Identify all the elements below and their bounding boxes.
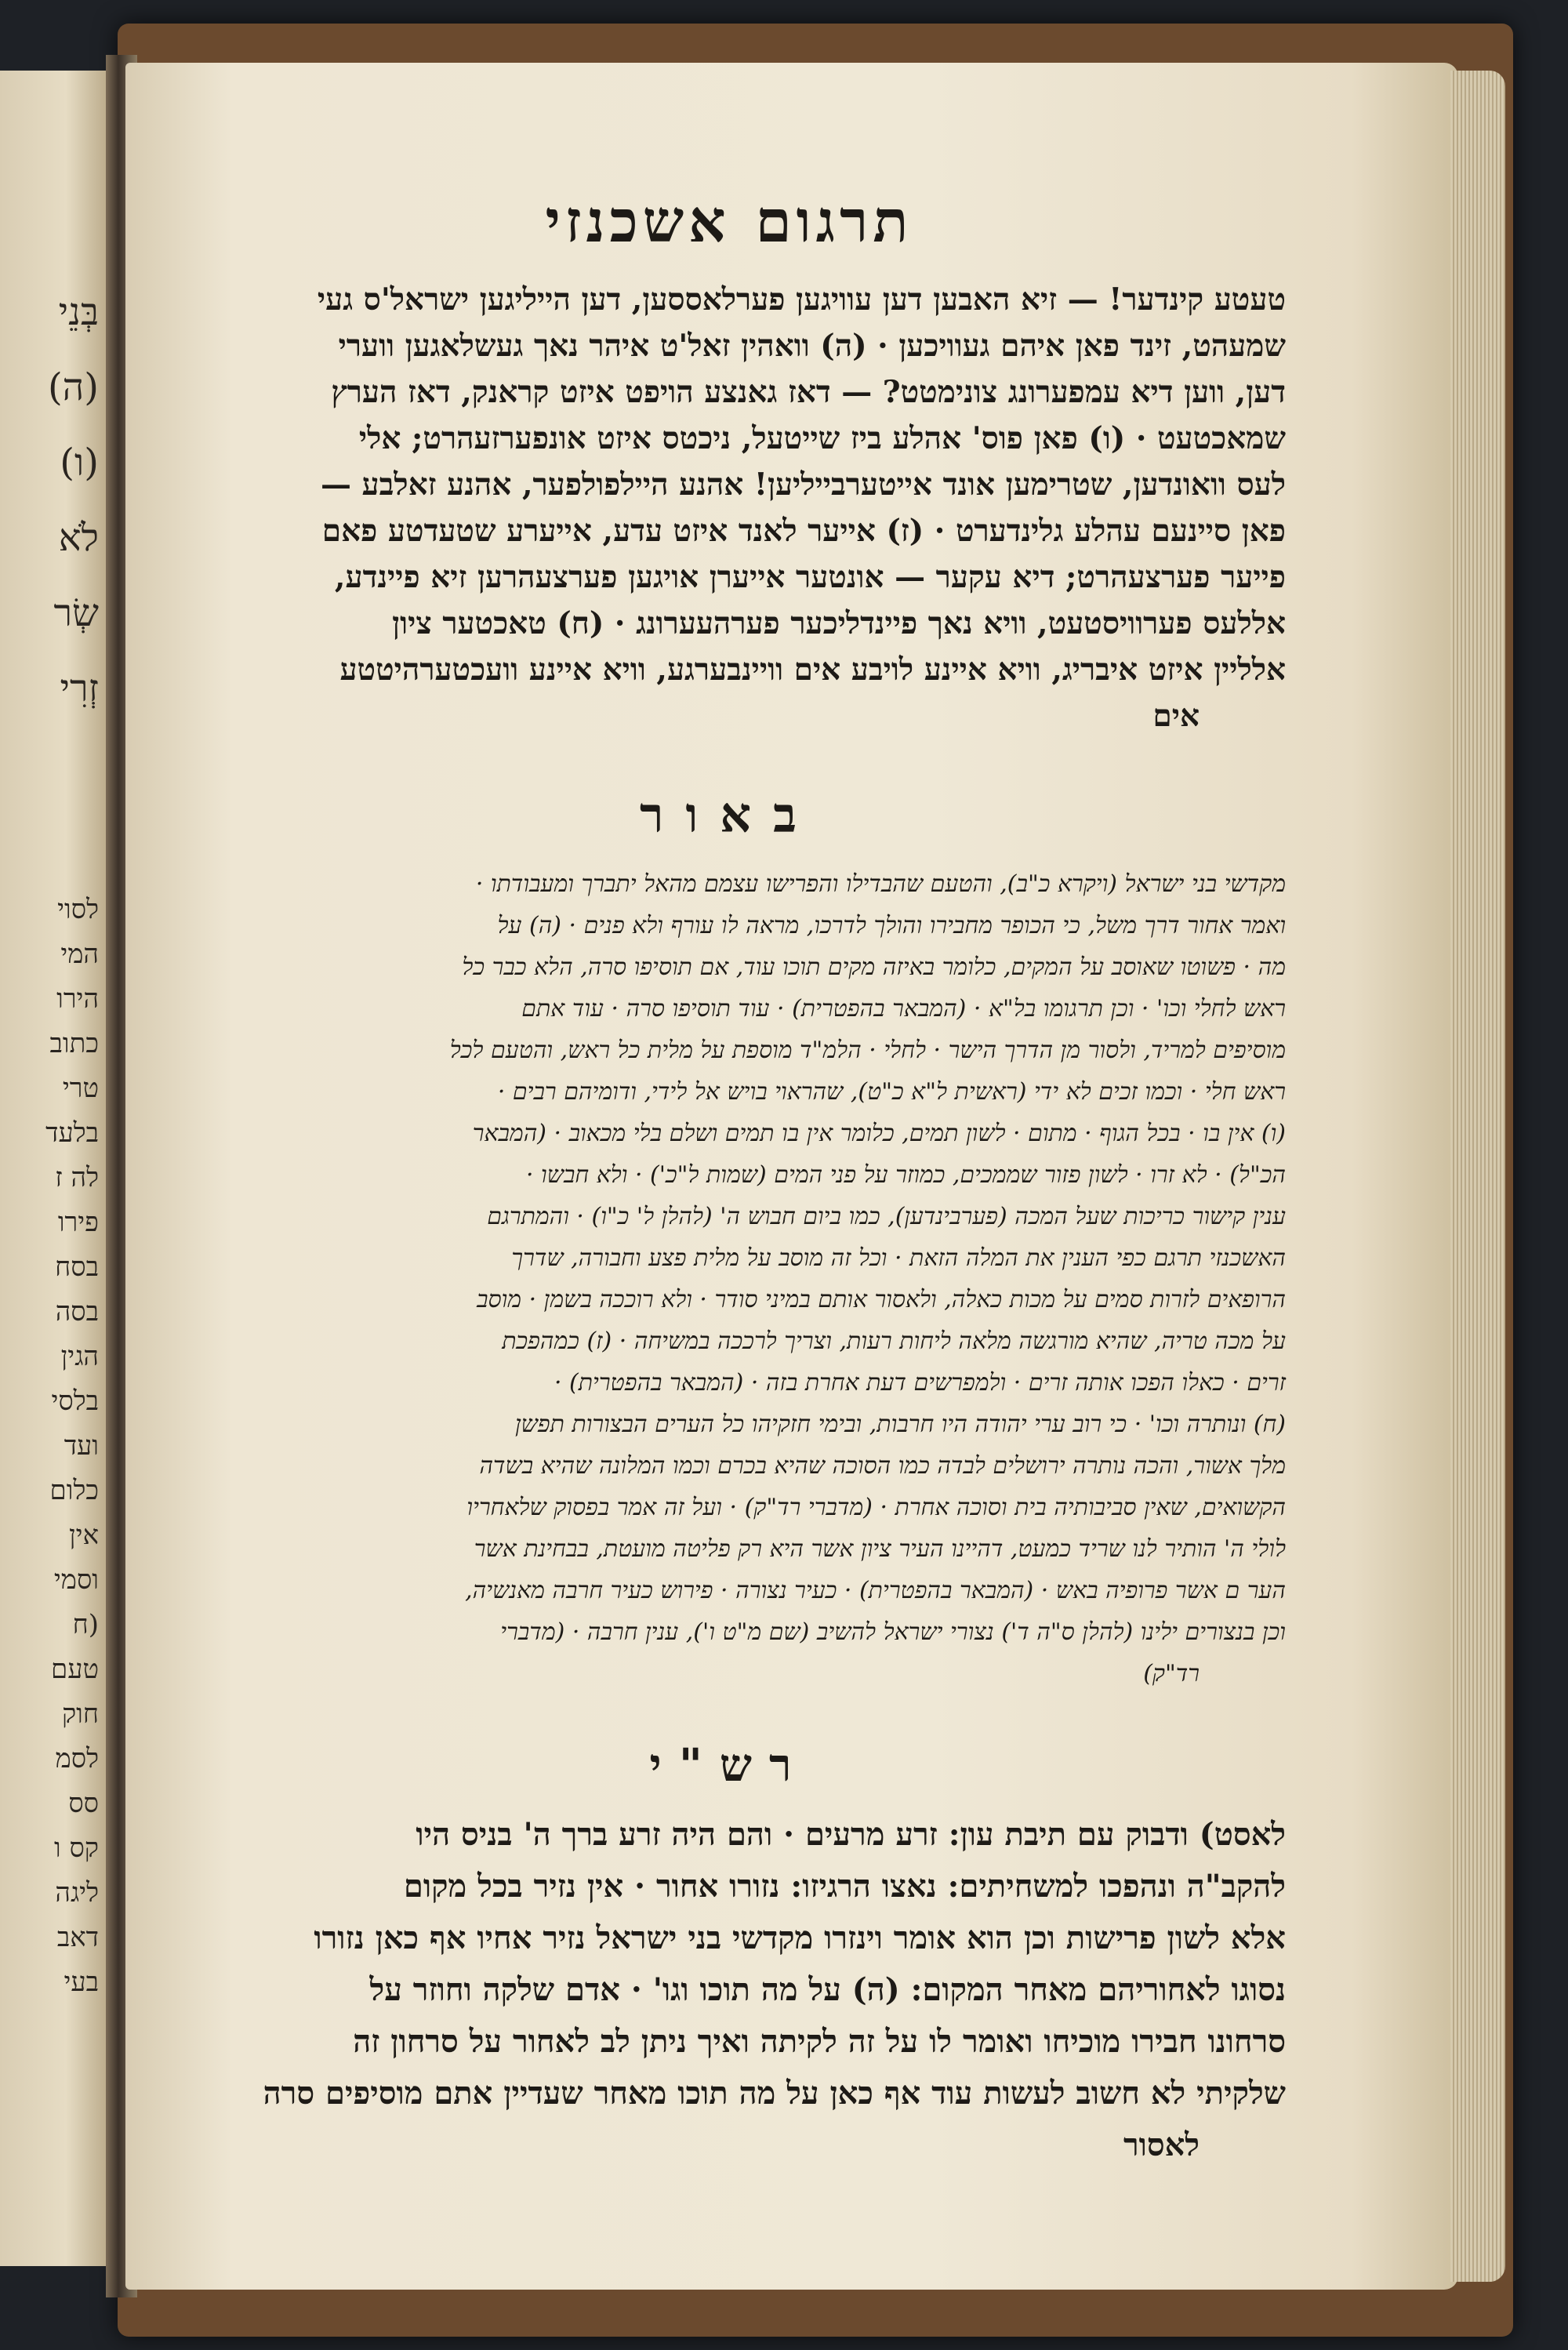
- beur-line: וכן בנצורים ילינו (להלן ס"ה ד') נצורי ישראל להשיב (שם מ"ט ו'), ענין חרבה · (מדברי: [500, 1618, 1286, 1646]
- left-page-fragment: טרי: [62, 1073, 99, 1104]
- left-page: [0, 71, 110, 2266]
- beur-line: הרופאים לזרות סמים על מכות כאלה, ולאסור אותם במיני סודר · ולא רוככה בשמן · מוסב: [477, 1286, 1286, 1313]
- beur-line: ראש לחלי וכו' · וכן תרגומו בל"א · (המבאר בהפטרית) · עוד תוסיפו סרה · עוד אתם: [521, 995, 1286, 1022]
- left-page-fragment: כלום: [49, 1475, 99, 1506]
- left-page-fragment: חוק: [61, 1698, 99, 1730]
- beur-line: הער ם אשר פרופיה באש · (המבאר בהפטרית) · כעיר נצורה · פירוש כעיר חרבה מאנשיה,: [465, 1577, 1286, 1604]
- left-page-fragment: פירו: [57, 1207, 99, 1238]
- rashi-tail-line: לאסור: [1123, 2127, 1200, 2163]
- rashi-heading: רש"י: [649, 1738, 809, 1792]
- left-page-fragment: בְּנֵי: [58, 290, 99, 334]
- rashi-line: אלא לשון פרישות וכן הוא אומר וינזרו מקדשי בני ישראל נזיר אחיו אף כאן נזורו: [314, 1920, 1286, 1956]
- left-page-fragment: אין: [69, 1520, 99, 1551]
- left-page-fragment: בלעד: [45, 1117, 99, 1149]
- targum-line: דען, ווען דיא עמפערונג צונימטט? — דאז גאנצע הויפט איזט קראנק, דאז הערץ: [331, 374, 1286, 410]
- beur-line: לולי ה' הותיר לנו שריד כמעט, דהיינו העיר ציון אשר היא רק פליטה מועטת, בבחינת אשר: [474, 1535, 1286, 1563]
- left-page-fragment: ליגה: [55, 1877, 99, 1909]
- targum-tail-line: אים: [1152, 698, 1200, 734]
- left-page-fragment: (ח: [72, 1609, 99, 1640]
- beur-line: ואמר אחור דרך משל, כי הכופר מחבירו והולך לדרכו, מראה לו עורף ולא פנים · (ה) על: [497, 912, 1286, 939]
- beur-line: (ח) ונותרה וכו' · כי רוב ערי יהודה היו חרבות, ובימי חזקיהו כל הערים הבצורות תפשן: [514, 1411, 1286, 1438]
- targum-heading: תרגום אשכנזי: [545, 188, 913, 256]
- targum-line: פייער פערצעהרט; דיא עקער — אונטער אייערן אויגען פערצעהרען זיא פיינדע,: [334, 559, 1286, 595]
- left-page-fragment: זְרִי: [60, 666, 99, 710]
- left-page-fragment: המי: [60, 939, 99, 970]
- rashi-line: להקב"ה ונהפכו למשחיתים: נאצו הרגיזו: נזורו אחור · אין נזיר בכל מקום: [403, 1868, 1286, 1905]
- page-edges: [1450, 71, 1505, 2282]
- targum-line: טעטע קינדער! — זיא האבען דען עוויגען פערלאססען, דען הייליגען ישראל'ס געי: [317, 281, 1286, 318]
- left-page-fragment: לסוי: [57, 894, 99, 925]
- beur-line: מוסיפים למריד, ולסור מן הדרך הישר · לחלי · הלמ"ד מוספת על מלית כל ראש, והטעם לכל: [449, 1037, 1286, 1064]
- left-page-fragment: לסמ: [55, 1743, 99, 1774]
- left-page-fragment: לה ז: [55, 1162, 99, 1193]
- beur-line: זרים · כאלו הפכו אותה זרים · ולמפרשים דעת אחרת בזה · (המבאר בהפטרית) ·: [554, 1369, 1286, 1397]
- beur-line: ענין קישור כריכות שעל המכה (פערבינדען), כמו ביום חבוש ה' (להלן ל' כ"ו) · והמתרגם: [487, 1203, 1286, 1230]
- left-page-fragment: בסח: [55, 1251, 99, 1283]
- left-page-fragment: לֹא: [58, 516, 99, 560]
- beur-line: הכ"ל) · לא זרו · לשון פזור שממכים, כמוזר על פני המים (שמות ל"כ') · ולא חבשו ·: [525, 1161, 1286, 1189]
- left-page-fragment: ועד: [64, 1430, 99, 1462]
- page-content: [172, 188, 1286, 2171]
- left-page-fragment: כתוב: [49, 1028, 99, 1059]
- beur-line: הקשואים, שאין סביבותיה בית וסוכה אחרת · (מדברי רד"ק) · ועל זה אמר בפסוק שלאחריו: [466, 1494, 1286, 1521]
- left-page-fragment: הירו: [56, 983, 99, 1015]
- left-page-fragment: סס: [68, 1788, 99, 1819]
- targum-line: לעס וואונדען, שטרימען אונד אייטערבייליען! אהנע היילפולפער, אהנע זאלבע —: [320, 467, 1286, 503]
- left-page-fragment: בלסי: [51, 1386, 99, 1417]
- left-page-fragment: שְׂר: [53, 591, 99, 635]
- beur-text: [172, 863, 1286, 1694]
- left-page-fragment: הגין: [60, 1341, 99, 1372]
- left-page-fragment: וסמי: [53, 1564, 99, 1596]
- left-page-fragment: קס ו: [53, 1832, 99, 1864]
- rashi-text: [172, 1809, 1286, 2171]
- beur-heading: באור: [639, 786, 818, 844]
- targum-line: אלליין איזט איבריג, וויא איינע לויבע אים וויינבערגע, וויא איינע וועכטערהיטטע: [339, 652, 1286, 688]
- beur-line: האשכנזי תרגם כפי הענין את המלה הזאת · וכל זה מוסב על מלית פצע וחבורה, שדרך: [511, 1244, 1286, 1272]
- left-page-fragment: בעי: [64, 1967, 99, 1998]
- targum-text: [172, 277, 1286, 739]
- targum-line: שמעהט, זינד פאן איהם געוויכען · (ה) וואהין זאל'ט איהר נאך געשלאגען ווערי: [338, 328, 1286, 364]
- beur-line: על מכה טריה, שהיא מורגשה מלאה ליחות רעות, וצריך לרככה במשיחה · (ז) כמהפכת: [502, 1328, 1286, 1355]
- beur-line: ראש חלי · וכמו זכים לא ידי (ראשית ל"א כ"ט), שהראוי בויש אל לידי, ודומיהם רבים ·: [497, 1078, 1286, 1106]
- beur-line: מה · פשוטו שאוסב על המקים, כלומר באיזה מקים תוכו עוד, אם תוסיפו סרה, הלא כבר כל: [462, 953, 1286, 981]
- left-page-fragment: בסה: [55, 1296, 99, 1328]
- beur-line: (ו) אין בו · בכל הגוף · מתום · לשון תמים, כלומר אין בו תמים ושלם בלי מכאוב · (המבאר: [472, 1120, 1286, 1147]
- left-page-fragment: (ו): [60, 441, 99, 485]
- left-page-fragment: (ה): [47, 365, 99, 409]
- left-page-fragment: טעם: [51, 1654, 99, 1685]
- beur-line: מקדשי בני ישראל (ויקרא כ"ב), והטעם שהבדילו והפרישו עצמם מהאל יתברך ומעבודתו ·: [475, 870, 1286, 898]
- left-page-fragment: דאב: [56, 1922, 99, 1953]
- targum-line: אללעס פערוויסטעט, וויא נאך פיינדליכער פערהעערונג · (ח) טאכטער ציון: [392, 605, 1286, 641]
- targum-line: פאן סיינעם עהלע גלינדערט · (ז) אייער לאנד איזט עדע, אייערע שטעדטע פאם: [321, 513, 1286, 549]
- beur-line: מלך אשור, והכה נותרה ירושלים לבדה כמו הסוכה שהיא בכרם וכמו המלונה שהיא בשדה: [479, 1452, 1286, 1480]
- rashi-line: שלקיתי לא חשוב לעשות עוד אף כאן על מה תוכו מאחר שעדיין אתם מוסיפים סרה: [263, 2075, 1286, 2112]
- rashi-line: סרחונו חבירו מוכיחו ואומר לו על זה לקיתה ואיך ניתן לב לאחור על סרחון זה: [353, 2023, 1286, 2060]
- rashi-line: לאסט) ודבוק עם תיבת עון: זרע מרעים · והם היה זרע ברך ה' בניס היו: [416, 1816, 1286, 1853]
- beur-tail-line: רד"ק): [1143, 1660, 1200, 1687]
- targum-line: שמאכטעט · (ו) פאן פוס' אהלע ביז שייטעל, ניכטס איזט אונפערזעהרט; אלי: [358, 420, 1286, 456]
- rashi-line: נסוגו לאחוריהם מאחר המקום: (ה) על מה תוכו וגו' · אדם שלקה וחוזר על: [369, 1971, 1286, 2008]
